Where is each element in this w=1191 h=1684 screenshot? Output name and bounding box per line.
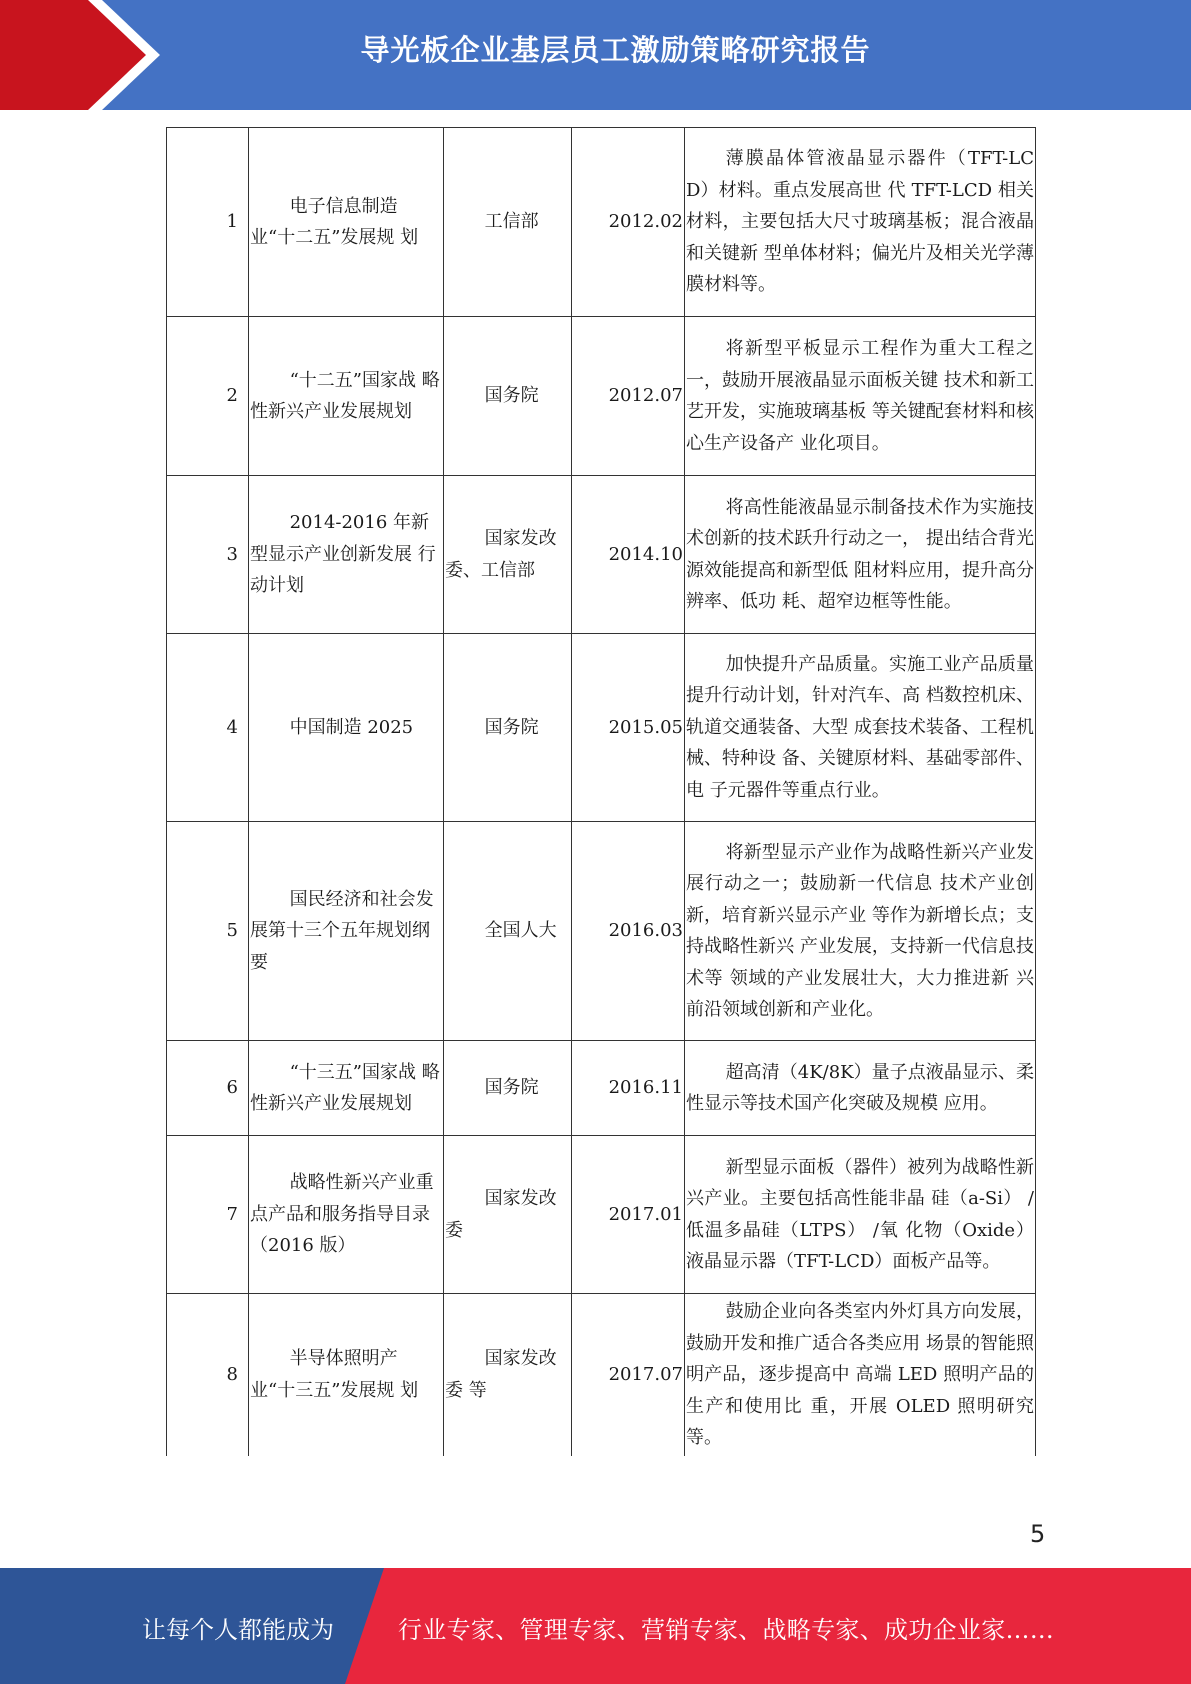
footer-slogan-right: 行业专家、管理专家、营销专家、战略专家、成功企业家…… (398, 1616, 1055, 1644)
policy-name: “十二五”国家战 略性新兴产业发展规划 (249, 317, 444, 476)
table-row (167, 1136, 1036, 1294)
policy-content: 鼓励企业向各类室内外灯具方向发展，鼓励开发和推广适合各类应用 场景的智能照明产品，逐步提高中 高端 LED 照明产品的生产和使用比 重，开展 OLED 照明研究等。 (685, 1294, 1036, 1456)
issue-date: 2015.05 (572, 634, 685, 822)
policy-content: 加快提升产品质量。实施工业产品质量提升行动计划，针对汽车、高 档数控机床、轨道交通装备、大型 成套技术装备、工程机械、特种设 备、关键原材料、基础零部件、电 子元器件等重点行业。 (685, 634, 1036, 822)
issuing-body: 全国人大 (444, 822, 572, 1041)
policy-content: 新型显示面板（器件）被列为战略性新兴产业。主要包括高性能非晶 硅（a-Si） /低温多晶硅（LTPS） /氧 化物（Oxide）液晶显示器（TFT-LCD）面板产品等。 (685, 1136, 1036, 1294)
policy-name: 战略性新兴产业重 点产品和服务指导目录（2016 版） (249, 1136, 444, 1294)
issuing-body: 国务院 (444, 1041, 572, 1136)
policy-table (166, 127, 1036, 1456)
policy-content: 将高性能液晶显示制备技术作为实施技术创新的技术跃升行动之一， 提出结合背光源效能提高和新型低 阻材料应用，提升高分辨率、低功 耗、超窄边框等性能。 (685, 476, 1036, 634)
policy-content: 将新型平板显示工程作为重大工程之一，鼓励开展液晶显示面板关键 技术和新工艺开发，实施玻璃基板 等关键配套材料和核心生产设备产 业化项目。 (685, 317, 1036, 476)
issuing-body: 国务院 (444, 634, 572, 822)
policy-content: 薄膜晶体管液晶显示器件（TFT-LC D）材料。重点发展高世 代 TFT-LCD 相关材料，主要包括大尺寸玻璃基板；混合液晶和关键新 型单体材料；偏光片及相关光学薄 膜材料等。 (685, 128, 1036, 317)
issue-date: 2014.10 (572, 476, 685, 634)
page-title: 导光板企业基层员工激励策略研究报告 (360, 33, 871, 67)
policy-name: 半导体照明产业“十三五”发展规 划 (249, 1294, 444, 1456)
table-row (167, 317, 1036, 476)
issuing-body: 国家发改委 等 (444, 1294, 572, 1456)
row-number: 3 (167, 476, 249, 634)
policy-name: 电子信息制造业“十二五”发展规 划 (249, 128, 444, 317)
issue-date: 2016.11 (572, 1041, 685, 1136)
footer-slogan-left: 让每个人都能成为 (142, 1616, 334, 1644)
policy-name: “十三五”国家战 略性新兴产业发展规划 (249, 1041, 444, 1136)
row-number: 1 (167, 128, 249, 317)
issue-date: 2012.02 (572, 128, 685, 317)
page-footer (0, 1568, 1191, 1684)
issue-date: 2012.07 (572, 317, 685, 476)
row-number: 5 (167, 822, 249, 1041)
issuing-body: 国务院 (444, 317, 572, 476)
page-number: 5 (1030, 1520, 1046, 1548)
table-row (167, 822, 1036, 1041)
issuing-body: 国家发改委 (444, 1136, 572, 1294)
row-number: 6 (167, 1041, 249, 1136)
issue-date: 2017.01 (572, 1136, 685, 1294)
page-header (0, 0, 1191, 110)
row-number: 4 (167, 634, 249, 822)
row-number: 2 (167, 317, 249, 476)
table-row (167, 476, 1036, 634)
row-number: 8 (167, 1294, 249, 1456)
policy-name: 中国制造 2025 (249, 634, 444, 822)
issuing-body: 国家发改委、工信部 (444, 476, 572, 634)
policy-content: 将新型显示产业作为战略性新兴产业发展行动之一；鼓励新一代信息 技术产业创新，培育新兴显示产业 等作为新增长点；支持战略性新兴 产业发展，支持新一代信息技术等 领域的产业发展壮大，大力推进新 兴前沿领域创新和产业化。 (685, 822, 1036, 1041)
table-row (167, 1041, 1036, 1136)
table-row (167, 634, 1036, 822)
issuing-body: 工信部 (444, 128, 572, 317)
policy-name: 2014-2016 年新型显示产业创新发展 行动计划 (249, 476, 444, 634)
row-number: 7 (167, 1136, 249, 1294)
table-row (167, 1294, 1036, 1456)
policy-name: 国民经济和社会发 展第十三个五年规划纲要 (249, 822, 444, 1041)
policy-content: 超高清（4K/8K）量子点液晶显示、柔性显示等技术国产化突破及规模 应用。 (685, 1041, 1036, 1136)
table-row (167, 128, 1036, 317)
issue-date: 2017.07 (572, 1294, 685, 1456)
issue-date: 2016.03 (572, 822, 685, 1041)
